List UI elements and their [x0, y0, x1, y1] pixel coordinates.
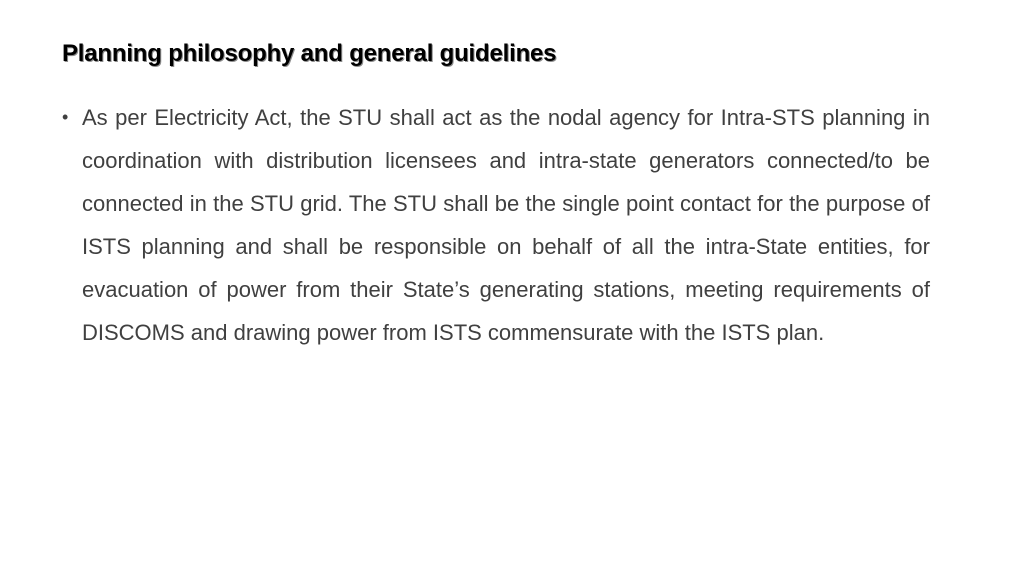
bullet-marker-icon: • [62, 107, 69, 127]
bullet-text: As per Electricity Act, the STU shall act as the nodal agency for Intra-STS planning in coordination with distribution licensees and intra-state generators connected/to be connected in the STU grid. The STU shall be the single point contact for the purpose of ISTS planning and shall be responsible on behalf of all the intra-State entities, for evacuation of power from their State’s generating stations, meeting requirements of DISCOMS and drawing power from ISTS commensurate with the ISTS plan. [82, 105, 930, 345]
bullet-item [62, 96, 930, 354]
slide-title: Planning philosophy and general guidelines [62, 40, 557, 67]
bullet-list [62, 96, 930, 354]
